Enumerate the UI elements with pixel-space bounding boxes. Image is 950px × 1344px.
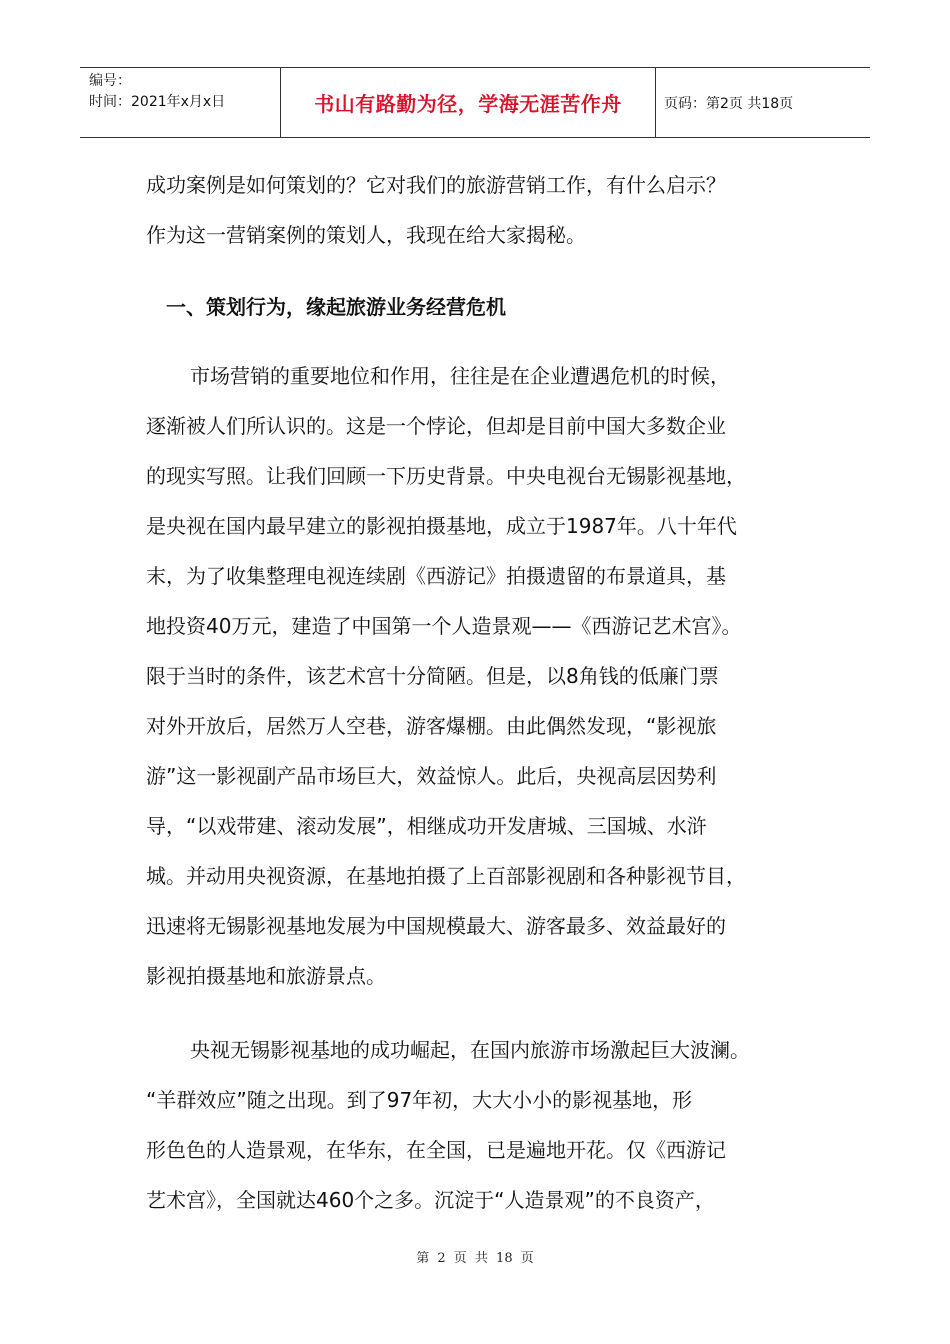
paragraph-1 <box>146 351 836 1001</box>
header-page-info: 页码：第2页 共18页 <box>664 95 794 112</box>
document-body <box>146 160 836 1225</box>
paragraph-line: 对外开放后，居然万人空巷，游客爆棚。由此偶然发现，“影视旅 <box>146 714 717 738</box>
page-header <box>80 67 870 138</box>
paragraph-line: 游”这一影视副产品市场巨大，效益惊人。此后，央视高层因势利 <box>146 764 717 788</box>
paragraph-line: 城。并动用央视资源，在基地拍摄了上百部影视剧和各种影视节目， <box>146 864 746 888</box>
paragraph-line: 艺术宫》，全国就达460个之多。沉淀于“人造景观”的不良资产， <box>146 1188 715 1212</box>
paragraph-line: 限于当时的条件，该艺术宫十分简陋。但是，以8角钱的低廉门票 <box>146 664 719 688</box>
paragraph-line: 末，为了收集整理电视连续剧《西游记》拍摄遗留的布景道具，基 <box>146 564 726 588</box>
date-label: 时间：2021年x月x日 <box>89 94 226 110</box>
paragraph-line: 地投资40万元，建造了中国第一个人造景观——《西游记艺术宫》。 <box>146 614 742 638</box>
page-footer: 第 2 页 共 18 页 <box>416 1251 534 1266</box>
paragraph-2 <box>146 1025 836 1225</box>
paragraph-line: 形色色的人造景观，在华东，在全国，已是遍地开花。仅《西游记 <box>146 1138 726 1162</box>
paragraph-line: 导，“以戏带建、滚动发展”，相继成功开发唐城、三国城、水浒 <box>146 814 707 838</box>
header-motto: 书山有路勤为径，学海无涯苦作舟 <box>281 68 656 137</box>
paragraph-line: 市场营销的重要地位和作用，往往是在企业遭遇危机的时候， <box>190 364 730 388</box>
paragraph-line: 央视无锡影视基地的成功崛起，在国内旅游市场激起巨大波澜。 <box>190 1038 750 1062</box>
paragraph-line: “羊群效应”随之出现。到了97年初，大大小小的影视基地，形 <box>146 1088 693 1112</box>
paragraph-line: 是央视在国内最早建立的影视拍摄基地，成立于1987年。八十年代 <box>146 514 737 538</box>
intro-line: 成功案例是如何策划的？它对我们的旅游营销工作，有什么启示？ <box>146 173 726 197</box>
paragraph-line: 的现实写照。让我们回顾一下历史背景。中央电视台无锡影视基地， <box>146 464 746 488</box>
paragraph-line: 迅速将无锡影视基地发展为中国规模最大、游客最多、效益最好的 <box>146 914 726 938</box>
intro-line: 作为这一营销案例的策划人，我现在给大家揭秘。 <box>146 223 586 247</box>
header-meta <box>80 68 281 137</box>
number-label: 编号： <box>89 73 131 89</box>
paragraph-line: 逐渐被人们所认识的。这是一个悖论，但却是目前中国大多数企业 <box>146 414 726 438</box>
section-heading: 一、策划行为，缘起旅游业务经营危机 <box>166 295 506 319</box>
paragraph-line: 影视拍摄基地和旅游景点。 <box>146 964 386 988</box>
